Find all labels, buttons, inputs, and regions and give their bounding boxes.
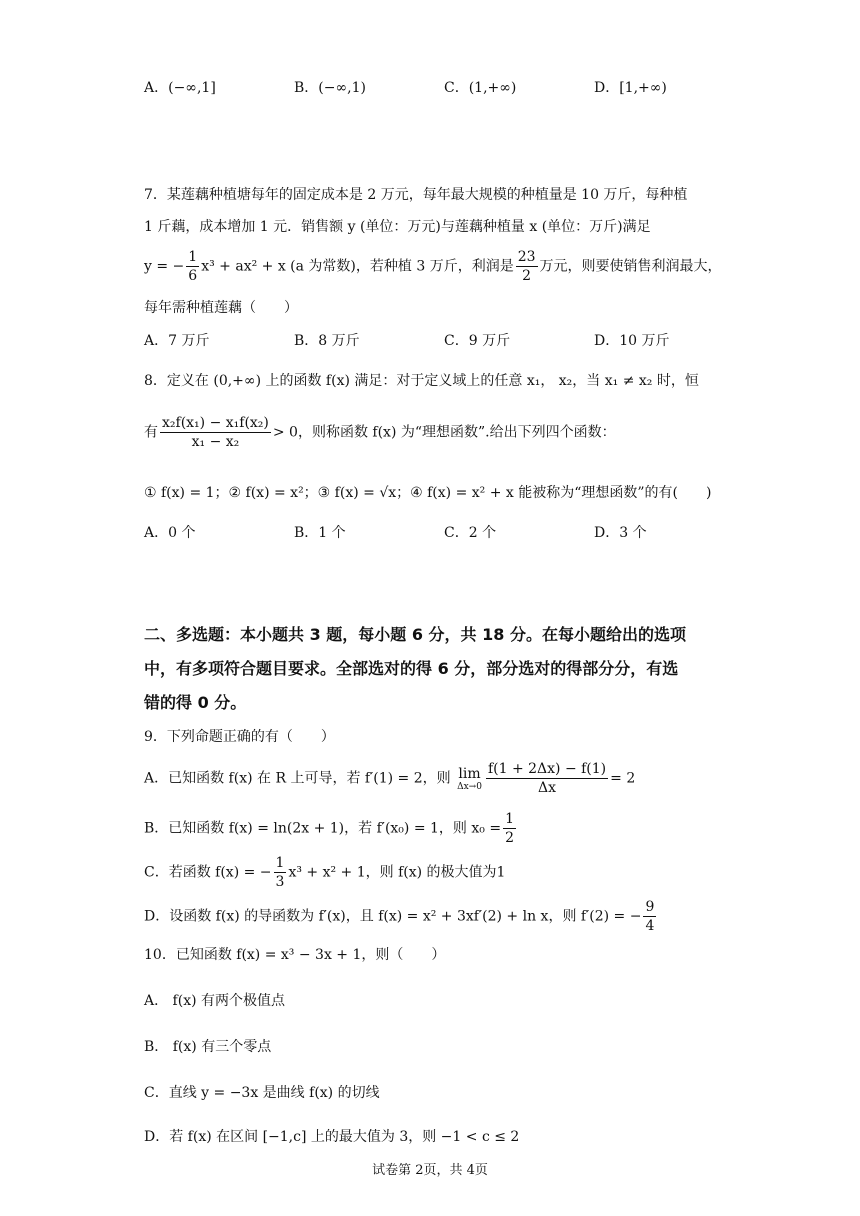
- q6-option-d: D．[1,+∞): [594, 80, 667, 96]
- q8-option-d: D．3 个: [594, 525, 647, 541]
- q9-c-text: C．若函数 f(x) = −: [144, 864, 272, 881]
- q7-formula-pre: y = −: [144, 258, 185, 275]
- q9-a-post: = 2: [610, 770, 636, 787]
- q7-option-a: A．7 万斤: [144, 333, 210, 349]
- q9-option-b: [144, 810, 518, 847]
- q7-line2: 1 斤藕，成本增加 1 元．销售额 y (单位：万元)与莲藕种植量 x (单位：万斤)满足: [144, 219, 651, 235]
- q10-option-c: C．直线 y = −3x 是曲线 f(x) 的切线: [144, 1085, 380, 1101]
- q8-option-b: B．1 个: [294, 525, 346, 541]
- q6-option-a: A．(−∞,1]: [144, 80, 216, 96]
- q10-option-d: D．若 f(x) 在区间 [−1,c] 上的最大值为 3，则 −1 < c ≤ 2: [144, 1129, 520, 1145]
- q8-option-c: C．2 个: [444, 525, 497, 541]
- q8-options: [144, 522, 744, 544]
- q8-line2: [144, 414, 616, 451]
- q9-a-limit: lim Δx→0: [457, 765, 482, 792]
- q8-line2-pre: 有: [144, 424, 158, 441]
- q7-option-b: B．8 万斤: [294, 333, 360, 349]
- q8-line3: ① f(x) = 1；② f(x) = x²；③ f(x) = √x；④ f(x) = x² + x 能被称为“理想函数”的有( ): [144, 485, 712, 501]
- q9-a-fraction: $\frac{f(1 + 2\Delta x) - f(1)}{\Delta x}$: [487, 761, 607, 796]
- q9-b-fraction: $\frac{1}{2}$: [505, 811, 514, 846]
- page-footer: 试卷第 2页，共 4页: [372, 1163, 488, 1178]
- q6-option-c: C．(1,+∞): [444, 80, 517, 96]
- q9-d-text: D．设函数 f(x) 的导函数为 f′(x)，且 f(x) = x² + 3xf′(2) + ln x，则 f′(2) = −: [144, 908, 642, 925]
- q9-c-fraction: $\frac{1}{3}$: [275, 855, 285, 890]
- q9-d-fraction: $\frac{9}{4}$: [645, 899, 655, 934]
- q9-stem: 9．下列命题正确的有（ ）: [144, 729, 335, 745]
- q7-fraction-2: $\frac{23}{2}$: [517, 249, 536, 284]
- q9-option-a: [144, 760, 635, 797]
- q7-line4: 每年需种植莲藕（ ）: [144, 300, 298, 316]
- section2-line3: 错的得 0 分。: [144, 693, 247, 712]
- q7-option-c: C．9 万斤: [444, 333, 511, 349]
- q9-b-text: B．已知函数 f(x) = ln(2x + 1)，若 f′(x₀) = 1，则 x₀ =: [144, 820, 502, 837]
- q7-option-d: D．10 万斤: [594, 333, 670, 349]
- q7-options: [144, 330, 744, 352]
- section2-heading: [144, 618, 724, 720]
- q9-option-c: [144, 854, 505, 891]
- section2-line1: 二、多选题：本小题共 3 题，每小题 6 分，共 18 分。在每小题给出的选项: [144, 625, 686, 644]
- q10-option-a: A． f(x) 有两个极值点: [144, 993, 286, 1009]
- q7-formula-post: 万元，则要使销售利润最大，: [539, 258, 722, 275]
- q9-option-d: [144, 898, 658, 935]
- q7-fraction-1: $\frac{1}{6}$: [188, 249, 198, 284]
- q6-option-b: B．(−∞,1): [294, 80, 366, 96]
- q9-a-text: A．已知函数 f(x) 在 R 上可导，若 f′(1) = 2，则: [144, 770, 451, 787]
- q8-line2-post: > 0，则称函数 f(x) 为“理想函数”.给出下列四个函数：: [272, 424, 616, 441]
- q7-formula-mid: x³ + ax² + x (a 为常数)，若种植 3 万斤，利润是: [201, 258, 514, 275]
- q10-option-b: B． f(x) 有三个零点: [144, 1039, 272, 1055]
- q10-stem: 10．已知函数 f(x) = x³ − 3x + 1，则（ ）: [144, 947, 446, 963]
- q6-options: [144, 77, 744, 99]
- q8-line1: 8．定义在 (0,+∞) 上的函数 f(x) 满足：对于定义域上的任意 x₁， x₂，当 x₁ ≠ x₂ 时，恒: [144, 373, 699, 389]
- section2-line2: 中，有多项符合题目要求。全部选对的得 6 分，部分选对的得部分分，有选: [144, 659, 679, 678]
- q7-line3: [144, 248, 722, 285]
- q8-option-a: A．0 个: [144, 525, 196, 541]
- q7-line1: 7．某莲藕种植塘每年的固定成本是 2 万元，每年最大规模的种植量是 10 万斤，每种植: [144, 187, 688, 203]
- q9-c-post: x³ + x² + 1，则 f(x) 的极大值为1: [288, 864, 506, 881]
- q8-fraction: $\frac{\text{x₂f(x₁) − x₁f(x₂)}}{\text{x₁ − x₂}}$: [162, 415, 269, 450]
